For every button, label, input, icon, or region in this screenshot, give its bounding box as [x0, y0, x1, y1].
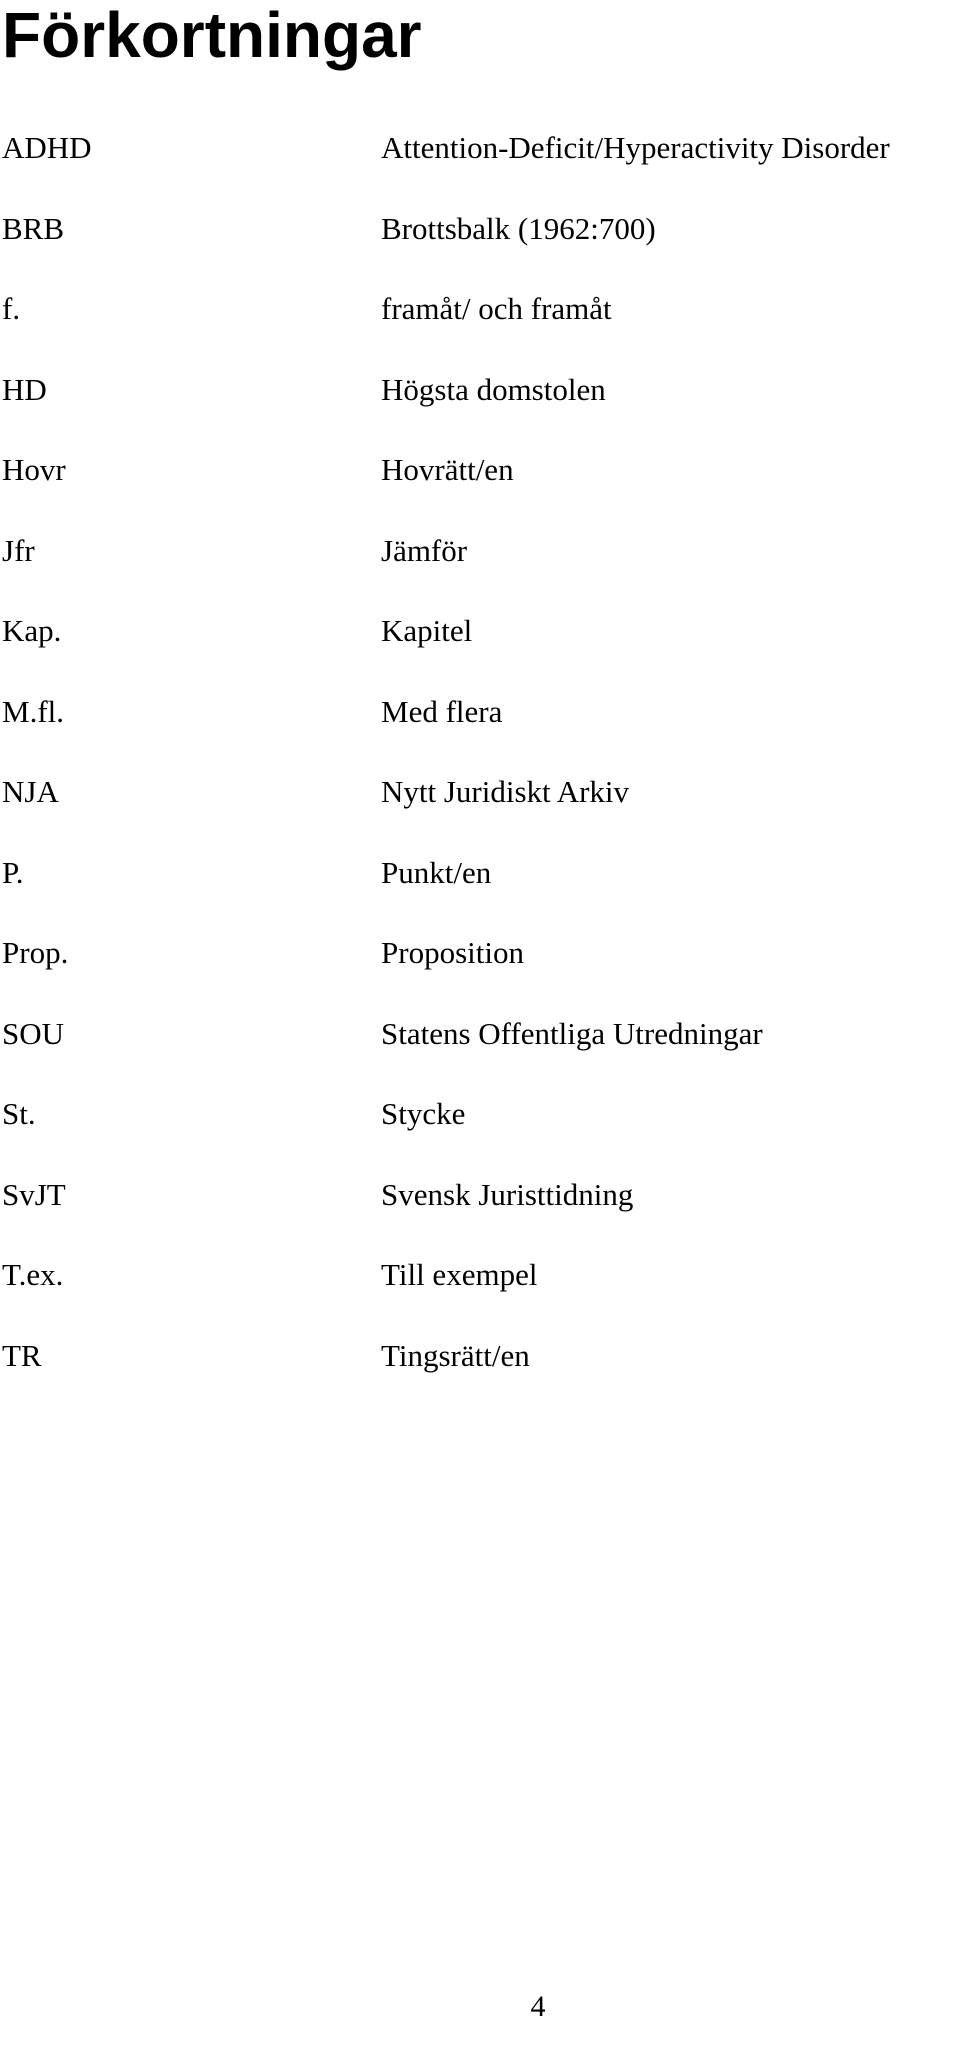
abbreviation-definition: Högsta domstolen [381, 371, 606, 407]
abbreviation-term: Jfr [2, 532, 35, 568]
abbreviation-row [0, 855, 960, 936]
page-title: Förkortningar [2, 0, 422, 71]
page-number: 4 [530, 1990, 546, 2023]
abbreviation-definition: Stycke [381, 1096, 466, 1131]
abbreviation-term: SvJT [2, 1176, 66, 1212]
abbreviation-term: St. [2, 1096, 36, 1131]
abbreviation-row [0, 372, 960, 453]
abbreviation-row [0, 533, 960, 614]
abbreviation-term: TR [2, 1337, 42, 1373]
abbreviation-term: M.fl. [2, 693, 64, 729]
abbreviation-row [0, 1016, 960, 1097]
abbreviation-row [0, 1257, 960, 1338]
abbreviation-term: P. [2, 854, 24, 890]
abbreviation-term: Kap. [2, 613, 62, 648]
abbreviation-row [0, 1338, 960, 1419]
abbreviation-row [0, 1096, 960, 1177]
abbreviation-definition: Kapitel [381, 613, 473, 648]
abbreviation-list [0, 130, 960, 1418]
abbreviation-definition: Svensk Juristtidning [381, 1176, 634, 1212]
abbreviation-term: T.ex. [2, 1257, 64, 1292]
abbreviation-term: NJA [2, 774, 59, 809]
abbreviation-row [0, 1177, 960, 1258]
abbreviation-term: Hovr [2, 452, 66, 487]
abbreviation-term: ADHD [2, 130, 92, 165]
abbreviation-row [0, 935, 960, 1016]
abbreviation-definition: Tingsrätt/en [381, 1337, 530, 1373]
abbreviation-definition: Med flera [381, 693, 503, 729]
abbreviation-term: Prop. [2, 935, 69, 970]
abbreviation-row [0, 291, 960, 372]
abbreviation-row [0, 694, 960, 775]
abbreviation-definition: Punkt/en [381, 854, 492, 890]
abbreviation-definition: Hovrätt/en [381, 452, 514, 487]
abbreviation-term: SOU [2, 1015, 65, 1051]
abbreviation-definition: Proposition [381, 935, 524, 970]
abbreviation-definition: Attention-Deficit/Hyperactivity Disorder [381, 130, 890, 165]
abbreviation-definition: Jämför [381, 532, 468, 568]
abbreviation-definition: framåt/ och framåt [381, 291, 612, 326]
abbreviation-term: BRB [2, 210, 65, 246]
abbreviation-row [0, 211, 960, 292]
abbreviation-row [0, 613, 960, 694]
abbreviation-row [0, 774, 960, 855]
abbreviation-row [0, 130, 960, 211]
abbreviation-row [0, 452, 960, 533]
abbreviation-term: HD [2, 371, 47, 407]
abbreviation-definition: Brottsbalk (1962:700) [381, 210, 656, 246]
abbreviation-definition: Nytt Juridiskt Arkiv [381, 774, 630, 809]
abbreviation-definition: Statens Offentliga Utredningar [381, 1015, 763, 1051]
abbreviation-definition: Till exempel [381, 1257, 538, 1292]
abbreviation-term: f. [2, 291, 21, 326]
